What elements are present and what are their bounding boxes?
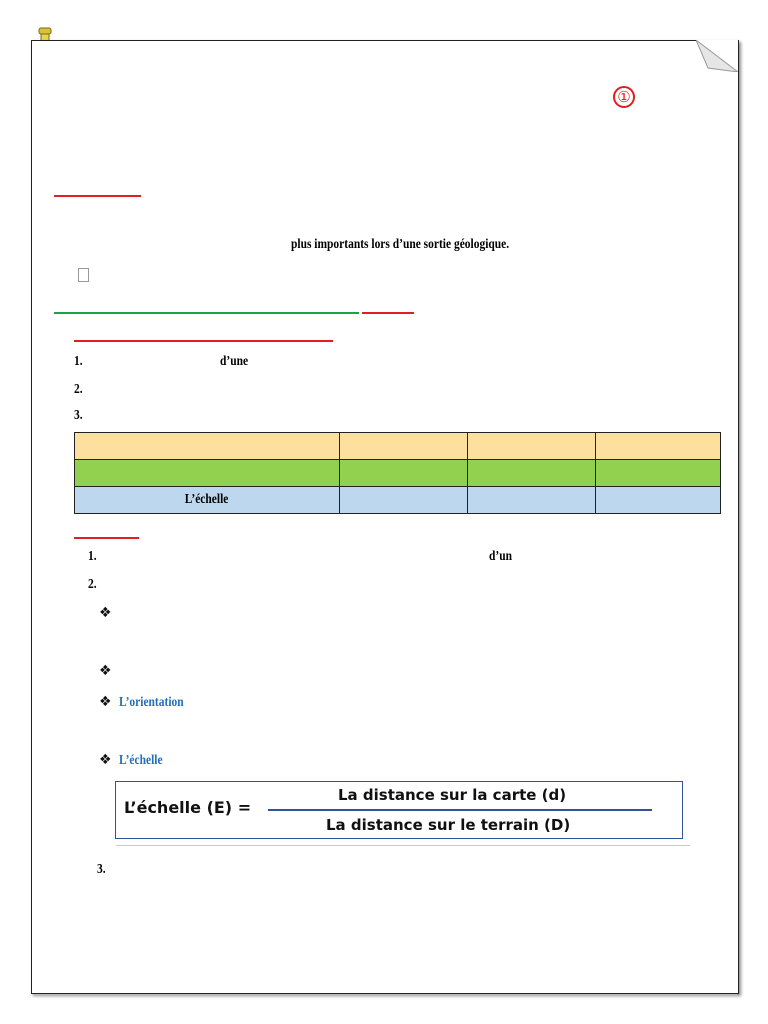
table-cell bbox=[468, 433, 596, 460]
scale-label: L’échelle bbox=[185, 492, 229, 507]
placeholder-glyph bbox=[78, 268, 89, 282]
list-b-number-2: 2. bbox=[88, 577, 97, 592]
map-elements-table bbox=[74, 432, 721, 514]
table-cell bbox=[340, 460, 468, 487]
table-cell bbox=[468, 460, 596, 487]
list-a-number-2: 2. bbox=[74, 382, 83, 397]
diamond-bullet-icon: ❖ bbox=[99, 663, 112, 679]
objective-text: plus importants lors d’une sortie géologique. bbox=[291, 237, 510, 252]
scale-heading: L’échelle bbox=[119, 753, 163, 768]
list-a-text-1: d’une bbox=[220, 354, 249, 369]
diamond-bullet-icon: ❖ bbox=[99, 752, 112, 768]
section-underline-red bbox=[362, 312, 414, 314]
table-cell bbox=[596, 487, 721, 514]
table-cell bbox=[75, 460, 340, 487]
orientation-heading: L’orientation bbox=[119, 695, 184, 710]
title-underline bbox=[54, 195, 141, 197]
table-cell bbox=[75, 433, 340, 460]
fraction-bar bbox=[268, 809, 652, 811]
formula-denominator: La distance sur le terrain (D) bbox=[326, 816, 571, 834]
list-b-number-3: 3. bbox=[97, 862, 106, 877]
list-a-number-1: 1. bbox=[74, 354, 83, 369]
page-number-badge: ① bbox=[613, 86, 635, 108]
separator-line bbox=[116, 845, 690, 846]
table-cell bbox=[340, 487, 468, 514]
diamond-bullet-icon: ❖ bbox=[99, 605, 112, 621]
document-page bbox=[31, 40, 739, 994]
subsection-b-underline bbox=[74, 537, 139, 539]
page-fold-icon bbox=[696, 40, 738, 72]
subsection-a-underline bbox=[74, 340, 333, 342]
diamond-bullet-icon: ❖ bbox=[99, 694, 112, 710]
section-underline-green bbox=[54, 312, 359, 314]
scale-formula-box bbox=[115, 781, 683, 839]
table-row bbox=[75, 487, 721, 514]
table-cell-scale-label bbox=[75, 487, 340, 514]
formula-numerator: La distance sur la carte (d) bbox=[338, 786, 567, 804]
list-b-text-1: d’un bbox=[489, 549, 512, 564]
list-a-number-3: 3. bbox=[74, 408, 83, 423]
table-cell bbox=[596, 460, 721, 487]
page-bottom-shadow bbox=[34, 994, 737, 996]
table-row bbox=[75, 460, 721, 487]
table-cell bbox=[468, 487, 596, 514]
table-cell bbox=[596, 433, 721, 460]
table-row bbox=[75, 433, 721, 460]
formula-left-side: L’échelle (E) = bbox=[124, 798, 252, 817]
list-b-number-1: 1. bbox=[88, 549, 97, 564]
table-cell bbox=[340, 433, 468, 460]
